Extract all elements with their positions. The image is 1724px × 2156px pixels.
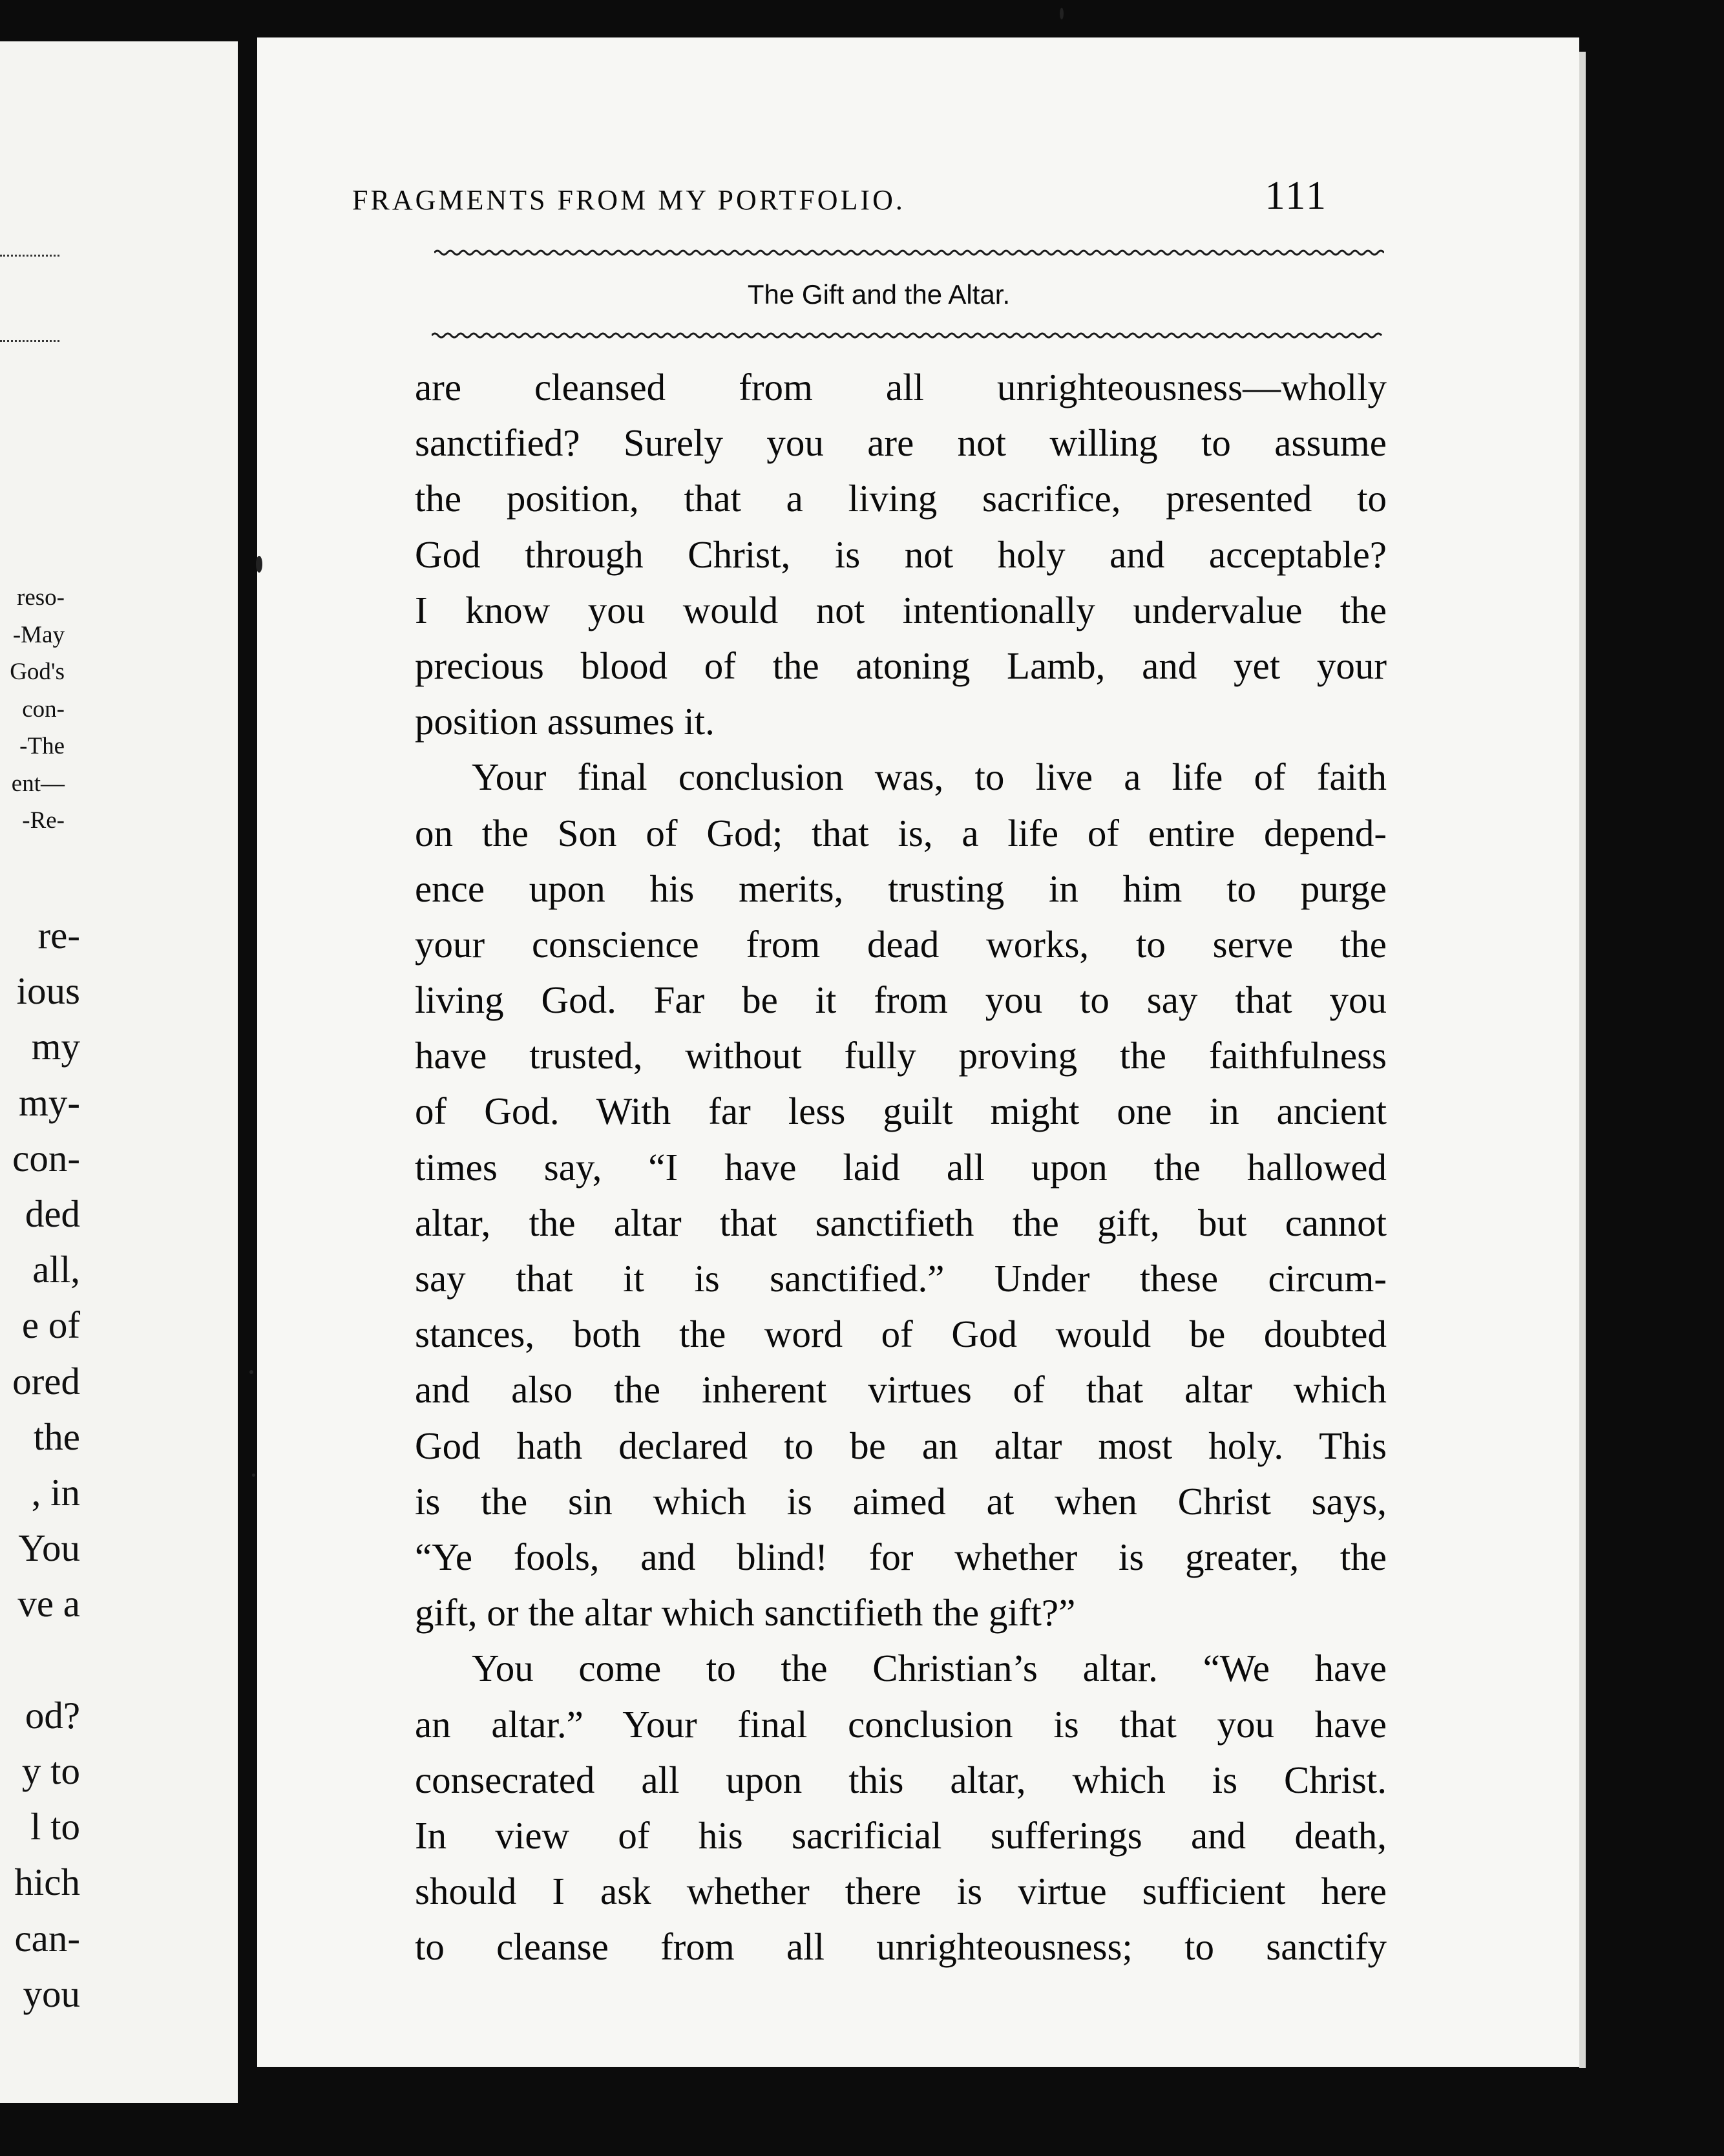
body-line: on the Son of God; that is, a life of entire depend- [415,811,1387,854]
page-edge [1579,52,1586,2068]
left-index-line: con- [22,695,65,723]
body-line: consecrated all upon this altar, which is Christ. [415,1758,1387,1801]
left-index-line: ent— [11,770,65,797]
body-line: of God. With far less guilt might one in ancient [415,1090,1387,1133]
left-text-line: my- [18,1081,80,1124]
scan-speck [256,556,262,573]
body-line: position assumes it. [415,700,715,743]
scan-speck [249,1370,253,1374]
body-line: altar, the altar that sanctifieth the gift, but cannot [415,1201,1387,1244]
left-text-line: all, [32,1248,80,1291]
body-line: to cleanse from all unrighteousness; to sanctify [415,1925,1387,1969]
scan-speck [252,1474,255,1477]
left-text-line: , in [31,1471,80,1514]
left-index-line: -The [19,733,65,759]
running-head [352,147,1328,218]
body-line: ence upon his merits, trusting in him to purge [415,867,1387,910]
section-title [426,279,1331,310]
left-text-line: re- [37,914,80,956]
body-line: You come to the Christian’s altar. “We have [472,1647,1387,1690]
left-index-line: reso- [17,584,65,611]
body-line: say that it is sanctified.” Under these circum- [415,1257,1387,1300]
body-line: “Ye fools, and blind! for whether is greater, the [415,1535,1387,1578]
page-number: 111 [1265,174,1328,218]
left-text-line: l to [30,1805,80,1848]
left-text-line: od? [25,1693,80,1737]
left-text-line: can- [14,1916,80,1960]
wavy-rule-bottom [432,331,1384,340]
left-index-line: -Re- [22,807,65,834]
left-text-line: ored [12,1359,80,1402]
left-text-line: con- [12,1136,80,1179]
body-line: should I ask whether there is virtue sufficient here [415,1870,1387,1913]
wavy-rule-top [434,248,1384,257]
left-index-line: -May [12,621,65,648]
body-line: I know you would not intentionally undervalue the [415,588,1387,631]
left-text-line: my [31,1025,80,1068]
body-line: In view of his sacrificial sufferings and death, [415,1813,1387,1857]
left-text-column [0,907,80,2022]
body-line: sanctified? Surely you are not willing to assume [415,421,1387,465]
running-head-title: FRAGMENTS FROM MY PORTFOLIO. [352,184,905,216]
body-line: and also the inherent virtues of that altar which [415,1368,1387,1411]
body-line: are cleansed from all unrighteousness—wholly [415,366,1387,408]
body-line: God through Christ, is not holy and acceptable? [415,533,1387,576]
body-line: precious blood of the atoning Lamb, and yet your [415,644,1387,687]
left-facing-page [0,41,244,2103]
scan-speck [1060,8,1064,19]
book-gutter [238,0,258,2156]
body-line: the position, that a living sacrifice, presented to [415,477,1387,520]
left-text-line: hich [14,1861,80,1904]
left-wavy-rule-bottom [0,340,59,346]
left-text-line: e of [21,1304,80,1347]
body-line: times say, “I have laid all upon the hallowed [415,1145,1387,1189]
left-text-line: You [18,1527,80,1570]
body-line: stances, both the word of God would be doubted [415,1313,1387,1356]
body-text [415,359,1387,1974]
body-line: have trusted, without fully proving the faithfulness [415,1034,1387,1077]
body-line: an altar.” Your final conclusion is that you have [415,1702,1387,1746]
body-line: your conscience from dead works, to serve the [415,922,1387,966]
body-line: Your final conclusion was, to live a life of faith [472,756,1387,799]
body-line: is the sin which is aimed at when Christ says, [415,1479,1387,1523]
left-index-column [0,579,65,840]
section-title-text: The Gift and the Altar. [747,279,1011,310]
left-index-line: God's [10,659,65,685]
left-text-line: ded [25,1192,80,1236]
left-text-line: you [23,1972,80,2015]
left-text-line: ve a [17,1582,80,1625]
left-text-line: the [33,1415,80,1458]
left-text-line: y to [21,1749,80,1793]
body-line: gift, or the altar which sanctifieth the gift?” [415,1591,1076,1634]
body-line: living God. Far be it from you to say that you [415,978,1387,1022]
left-wavy-rule-top [0,255,59,260]
body-line: God hath declared to be an altar most holy. This [415,1424,1387,1467]
left-text-line [0,1632,80,1687]
left-text-line: ious [16,969,80,1013]
